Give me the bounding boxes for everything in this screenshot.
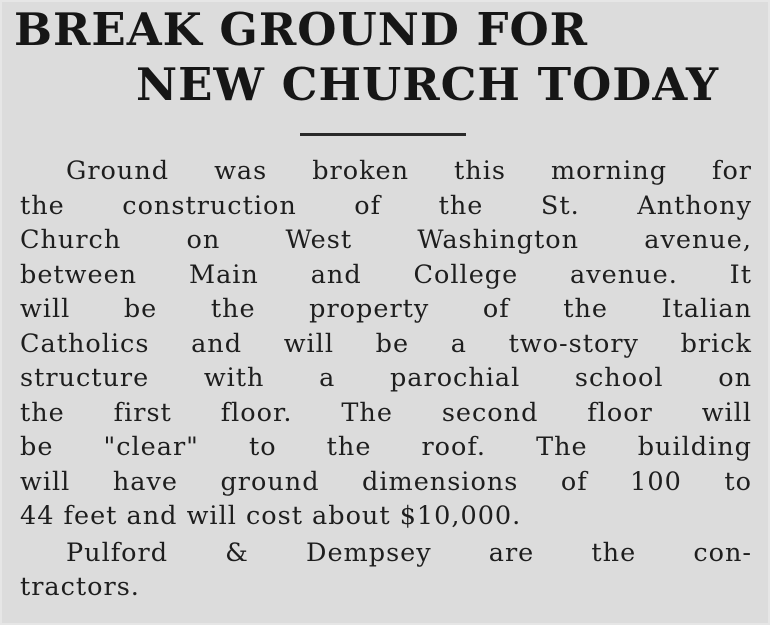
article-line: will be the property of the Italian xyxy=(20,294,752,324)
article-line: Ground was broken this morning for xyxy=(66,156,752,186)
headline-line-1: BREAK GROUND FOR xyxy=(14,3,589,56)
article-paragraph-2 xyxy=(20,536,752,605)
article-line: Pulford & Dempsey are the con- xyxy=(66,537,752,568)
article-line: tractors. xyxy=(20,572,140,602)
headline-line-2: NEW CHURCH TODAY xyxy=(136,58,720,111)
article-paragraph-1 xyxy=(20,154,752,534)
article-body xyxy=(20,154,752,605)
article-line: the first floor. The second floor will xyxy=(20,397,752,428)
article-line: 44 feet and will cost about $10,000. xyxy=(20,501,522,531)
article-line: between Main and College avenue. It xyxy=(20,259,752,290)
article-line: structure with a parochial school on xyxy=(20,363,752,393)
article-line: the construction of the St. Anthony xyxy=(20,190,752,221)
article-line: Catholics and will be a two-story brick xyxy=(20,328,752,359)
headline-divider xyxy=(300,133,466,136)
article-line: will have ground dimensions of 100 to xyxy=(20,466,752,497)
article-line: Church on West Washington avenue, xyxy=(20,225,752,255)
article-line: be "clear" to the roof. The building xyxy=(20,432,752,462)
